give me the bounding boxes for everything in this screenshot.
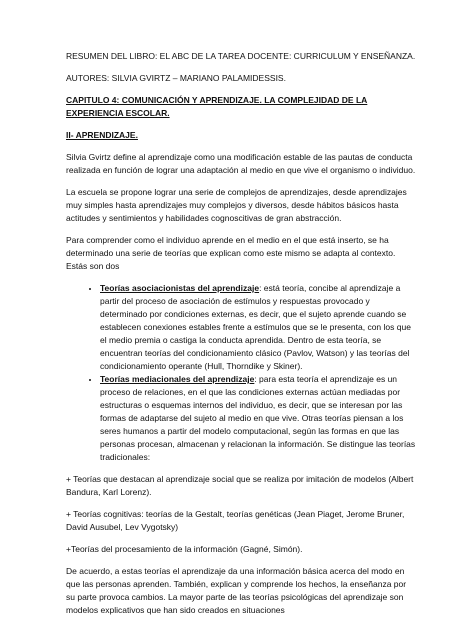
theories-list	[66, 282, 416, 464]
associationist-theory-title: Teorías asociacionistas del aprendizaje	[100, 283, 260, 293]
paragraph-theories-intro: Para comprender como el individuo aprende en el medio en el que está inserto, se ha determinado una serie de teorías que explican como este mismo se adapta al contexto. Estás son dos	[66, 235, 396, 271]
paragraph-definition: Silvia Gvirtz define al aprendizaje como una modificación estable de las pautas de conducta realizada en función de lograr una adaptación al medio en que vive el organismo o individuo.	[66, 152, 416, 175]
mediational-theory-title: Teorías mediacionales del aprendizaje	[100, 374, 255, 384]
theory-social-learning: + Teorías que destacan al aprendizaje social que se realiza por imitación de modelos (Albert Bandura, Karl Lorenz).	[66, 474, 414, 497]
theory-cognitive: + Teorías cognitivas: teorías de la Gestalt, teorías genéticas (Jean Piaget, Jerome Bruner, David Ausubel, Lev Vygotsky)	[66, 509, 405, 532]
mediational-theory-text: : para esta teoría el aprendizaje es un proceso de relaciones, en el que las condiciones externas actúan mediadas por estructuras o esquemas internos del individuo, es decir, que se interesan por las formas de adaptarse del sujeto al medio en que vive. Otras teorías piensan a los seres humanos a partir del modelo computacional, según las formas en que las personas procesan, almacenan y relacionan la información. Se distingue las teorías tradicionales:	[100, 374, 416, 462]
associationist-theory-text: : está teoría, concibe al aprendizaje a partir del proceso de asociación de estímulos y respuestas provocado y determinado por condiciones externas, es decir, que el sujeto aprende cuando se establecen conexiones estables frente a estímulos que se le presenta, con los que el medio premia o castiga la conducta aprendida. Dentro de esta teoría, se encuentran teorías del condicionamiento clásico (Pavlov, Watson) y las teorías del condicionamiento operante (Hull, Thorndike y Skiner).	[100, 283, 411, 371]
paragraph-school: La escuela se propone lograr una serie de complejos de aprendizajes, desde aprendizajes muy simples hasta aprendizajes muy complejos y diversos, desde hábitos básicos hasta actitudes y sentimientos y habilidades cognoscitivas de gran abstracción.	[66, 187, 407, 223]
section-heading: II- APRENDIZAJE.	[66, 130, 138, 140]
list-item	[100, 282, 416, 373]
book-title-line: RESUMEN DEL LIBRO: EL ABC DE LA TAREA DOCENTE: CURRICULUM Y ENSEÑANZA.	[66, 51, 416, 61]
list-item	[100, 373, 416, 464]
theory-information-processing: +Teorías del procesamiento de la información (Gagné, Simón).	[66, 544, 303, 554]
authors-line: AUTORES: SILVIA GVIRTZ – MARIANO PALAMIDESSIS.	[66, 73, 286, 83]
chapter-heading: CAPITULO 4: COMUNICACIÓN Y APRENDIZAJE. LA COMPLEJIDAD DE LA EXPERIENCIA ESCOLAR.	[66, 95, 368, 118]
paragraph-conclusion: De acuerdo, a estas teorías el aprendizaje da una información básica acerca del modo en que las personas aprenden. También, explican y comprende los hechos, la enseñanza por su parte provoca cambios. La mayor parte de las teorías psicológicas del aprendizaje son modelos explicativos que han sido creados en situaciones	[66, 566, 407, 615]
